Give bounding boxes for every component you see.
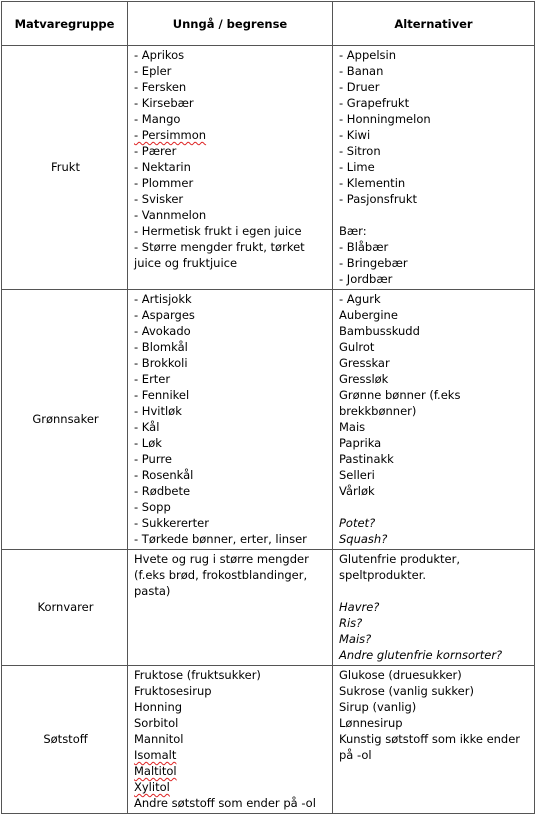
avoid-item: - Aprikos [134, 48, 185, 62]
alternative-item: Paprika [339, 436, 382, 450]
alternatives-cell [333, 46, 535, 290]
alternative-item: - Bringebær [339, 256, 408, 270]
avoid-item: Hvete og rug i større mengder (f.eks brød, frokostblandinger, pasta) [134, 552, 309, 598]
avoid-item: - Purre [134, 452, 172, 466]
avoid-item: - Hvitløk [134, 404, 182, 418]
alternative-item: Bær: [339, 224, 367, 238]
avoid-item: - Kål [134, 420, 160, 434]
alternative-item: - Pasjonsfrukt [339, 192, 418, 206]
alternative-item: - Jordbær [339, 272, 393, 286]
avoid-item: - Blomkål [134, 340, 188, 354]
alternative-item: - Lime [339, 160, 375, 174]
alternative-item: Gressløk [339, 372, 389, 386]
avoid-item: - Vannmelon [134, 208, 207, 222]
avoid-item: - Erter [134, 372, 171, 386]
avoid-item: - Mango [134, 112, 181, 126]
avoid-item: - Større mengder frukt, tørket juice og fruktjuice [134, 240, 305, 270]
avoid-cell [128, 666, 333, 814]
alternative-item: - Appelsin [339, 48, 397, 62]
header-avoid-limit: Unngå / begrense [128, 2, 333, 46]
avoid-item: - Brokkoli [134, 356, 188, 370]
alternative-item: Aubergine [339, 308, 398, 322]
avoid-item: Honning [134, 700, 183, 714]
alternative-item: - Sitron [339, 144, 381, 158]
avoid-item: - Sopp [134, 500, 171, 514]
avoid-item: Andre søtstoff som ender på -ol [134, 796, 316, 810]
avoid-cell [128, 46, 333, 290]
avoid-item: Maltitol [134, 764, 177, 778]
avoid-cell [128, 290, 333, 550]
alternative-item: Havre? [339, 600, 380, 614]
avoid-item: - Kirsebær [134, 96, 194, 110]
alternative-item: Squash? [339, 532, 388, 546]
avoid-item: - Plommer [134, 176, 194, 190]
alternative-item: Vårløk [339, 484, 375, 498]
alternative-item: Selleri [339, 468, 375, 482]
alternative-item: Kunstig søtstoff som ikke ender på -ol [339, 732, 521, 762]
header-alternatives: Alternativer [333, 2, 535, 46]
alternative-item: - Honningmelon [339, 112, 431, 126]
avoid-item: - Hermetisk frukt i egen juice [134, 224, 302, 238]
avoid-item: - Sukkererter [134, 516, 209, 530]
alternative-item: Gulrot [339, 340, 375, 354]
alternative-item: - Agurk [339, 292, 381, 306]
alternative-item: Andre glutenfrie kornsorter? [339, 648, 503, 662]
avoid-item: - Asparges [134, 308, 195, 322]
avoid-item: - Fennikel [134, 388, 190, 402]
alternative-item: Potet? [339, 516, 376, 530]
avoid-item: - Avokado [134, 324, 191, 338]
alternative-item: - Blåbær [339, 240, 389, 254]
avoid-item: Fruktose (fruktsukker) [134, 668, 261, 682]
blank-line [339, 499, 530, 515]
food-group-cell: Kornvarer [2, 550, 128, 666]
avoid-item: - Rosenkål [134, 468, 194, 482]
alternative-item: Lønnesirup [339, 716, 403, 730]
avoid-item: Xylitol [134, 780, 170, 794]
alternative-item: Mais [339, 420, 366, 434]
avoid-item: - Svisker [134, 192, 184, 206]
avoid-item: Isomalt [134, 748, 177, 762]
table-row [2, 666, 535, 814]
alternative-item: Sirup (vanlig) [339, 700, 417, 714]
alternative-item: - Grapefrukt [339, 96, 410, 110]
avoid-item: - Artisjokk [134, 292, 192, 306]
avoid-item: Fruktosesirup [134, 684, 212, 698]
avoid-item: - Persimmon [134, 128, 207, 142]
avoid-item: - Epler [134, 64, 172, 78]
table-row [2, 46, 535, 290]
blank-line [339, 207, 530, 223]
avoid-item: - Nektarin [134, 160, 191, 174]
avoid-item: - Tørkede bønner, erter, linser [134, 532, 307, 546]
alternative-item: Grønne bønner (f.eks brekkbønner) [339, 388, 461, 418]
alternatives-cell [333, 666, 535, 814]
food-table [1, 1, 535, 814]
table-row [2, 550, 535, 666]
alternative-item: Glukose (druesukker) [339, 668, 462, 682]
alternatives-cell [333, 550, 535, 666]
header-row [2, 2, 535, 46]
avoid-item: - Løk [134, 436, 162, 450]
avoid-item: Sorbitol [134, 716, 179, 730]
alternative-item: Gresskar [339, 356, 390, 370]
avoid-cell [128, 550, 333, 666]
alternative-item: - Banan [339, 64, 384, 78]
avoid-item: - Pærer [134, 144, 177, 158]
alternative-item: Ris? [339, 616, 363, 630]
avoid-item: - Rødbete [134, 484, 191, 498]
header-food-group: Matvaregruppe [2, 2, 128, 46]
alternative-item: Bambusskudd [339, 324, 420, 338]
avoid-item: - Fersken [134, 80, 187, 94]
alternative-item: - Klementin [339, 176, 406, 190]
avoid-item: Mannitol [134, 732, 184, 746]
food-group-cell: Frukt [2, 46, 128, 290]
table-row [2, 290, 535, 550]
food-group-cell: Søtstoff [2, 666, 128, 814]
alternative-item: Sukrose (vanlig sukker) [339, 684, 474, 698]
alternatives-cell [333, 290, 535, 550]
blank-line [339, 583, 530, 599]
alternative-item: - Kiwi [339, 128, 371, 142]
alternative-item: Pastinakk [339, 452, 394, 466]
alternative-item: Glutenfrie produkter, speltprodukter. [339, 552, 460, 582]
food-group-cell: Grønnsaker [2, 290, 128, 550]
alternative-item: - Druer [339, 80, 380, 94]
alternative-item: Mais? [339, 632, 372, 646]
